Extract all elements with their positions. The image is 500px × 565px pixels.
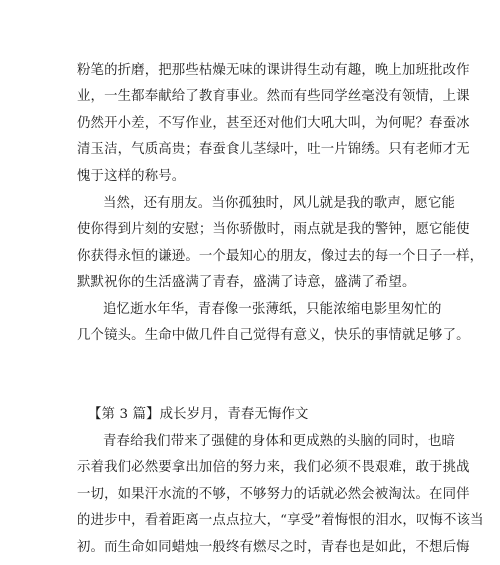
paragraph-3-line-2: 几个镜头。生命中做几件自己觉得有意义，快乐的事情就足够了。 bbox=[77, 328, 470, 343]
paragraph-1-line-4: 清玉洁，气质高贵；春蚕食儿茎绿叶，吐一片锦绣。只有老师才无 bbox=[77, 142, 470, 157]
paragraph-1-line-1: 粉笔的折磨，把那些枯燥无味的课讲得生动有趣，晚上加班批改作 bbox=[77, 63, 470, 78]
paragraph-2-line-3: 你获得永恒的谦逊。一个最知心的朋友，像过去的每一个日子一样， bbox=[77, 249, 484, 264]
paragraph-4-line-1: 青春给我们带来了强健的身体和更成熟的头脑的同时，也暗 bbox=[103, 434, 456, 449]
paragraph-4-line-2: 示着我们必然要拿出加倍的努力来，我们必须不畏艰难，敢于挑战 bbox=[77, 460, 470, 475]
paragraph-2-line-2: 使你得到片刻的安慰；当你骄傲时，雨点就是我的警钟，愿它能使 bbox=[77, 222, 470, 237]
paragraph-3-line-1: 追忆逝水年华，青春像一张薄纸，只能浓缩电影里匆忙的 bbox=[103, 302, 442, 317]
paragraph-4-line-4: 的进步中，看着距离一点点拉大，“享受”着悔恨的泪水，叹悔不该当 bbox=[77, 513, 484, 528]
paragraph-2-line-4: 默默祝你的生活盛满了青春，盛满了诗意，盛满了希望。 bbox=[77, 275, 416, 290]
paragraph-1-line-3: 仍然开小差，不写作业，甚至还对他们大吼大叫，为何呢？春蚕冰 bbox=[77, 116, 470, 131]
paragraph-1-line-2: 业，一生都奉献给了教育事业。然而有些同学丝毫没有领情，上课 bbox=[77, 89, 470, 104]
paragraph-2-line-1: 当然，还有朋友。当你孤独时，风儿就是我的歌声，愿它能 bbox=[103, 196, 456, 211]
paragraph-4-line-5: 初。而生命如同蜡烛一般终有燃尽之时，青春也是如此，不想后悔 bbox=[77, 540, 470, 555]
paragraph-4-line-3: 一切，如果汗水流的不够，不够努力的话就必然会被淘汰。在同伴 bbox=[77, 487, 470, 502]
paragraph-1-line-5: 愧于这样的称号。 bbox=[77, 169, 186, 184]
section-heading: 【第 3 篇】成长岁月，青春无悔作文 bbox=[88, 407, 309, 422]
